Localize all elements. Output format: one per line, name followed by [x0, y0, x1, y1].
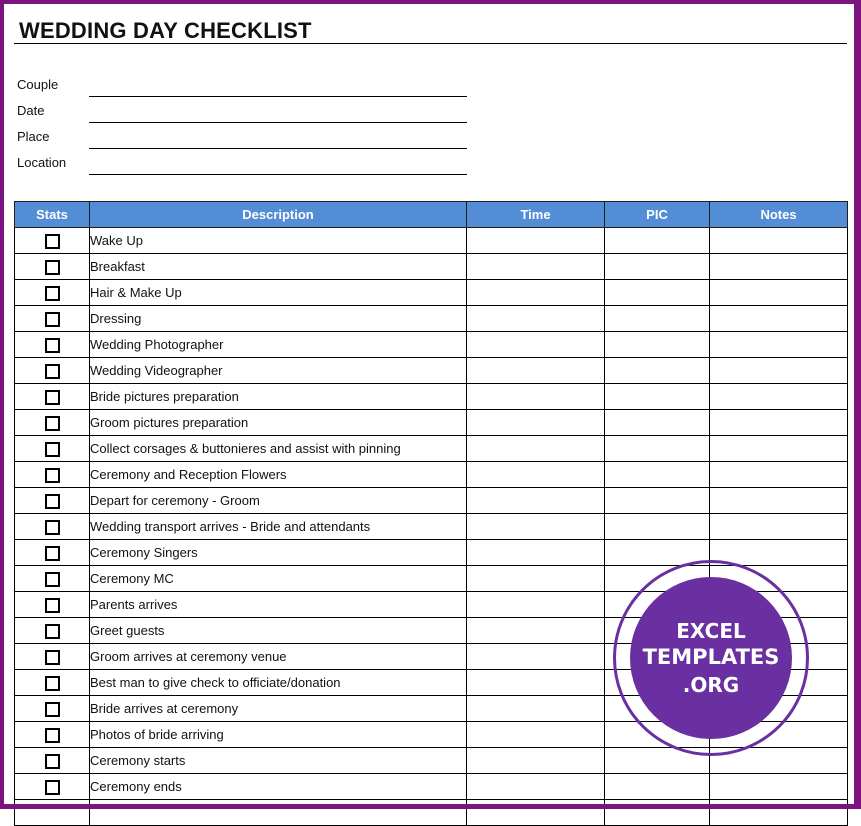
stats-cell	[15, 540, 90, 566]
notes-cell[interactable]	[710, 488, 848, 514]
stats-cell	[15, 618, 90, 644]
notes-cell[interactable]	[710, 228, 848, 254]
description-cell[interactable]: Wake Up	[90, 228, 467, 254]
time-cell[interactable]	[467, 436, 605, 462]
time-cell[interactable]	[467, 748, 605, 774]
header-time: Time	[467, 202, 605, 228]
table-row	[15, 488, 848, 514]
stats-cell	[15, 800, 90, 826]
stats-cell	[15, 748, 90, 774]
stats-cell	[15, 722, 90, 748]
table-row	[15, 410, 848, 436]
pic-cell[interactable]	[605, 358, 710, 384]
time-cell[interactable]	[467, 462, 605, 488]
title-underline	[14, 43, 847, 44]
place-field[interactable]	[89, 148, 467, 149]
checkbox[interactable]	[45, 234, 60, 249]
table-row	[15, 306, 848, 332]
header-pic: PIC	[605, 202, 710, 228]
pic-cell[interactable]	[605, 410, 710, 436]
stats-cell	[15, 592, 90, 618]
pic-cell[interactable]	[605, 514, 710, 540]
notes-cell[interactable]	[710, 358, 848, 384]
watermark-text-line2: TEMPLATES	[642, 645, 780, 670]
description-cell[interactable]: Hair & Make Up	[90, 280, 467, 306]
description-cell[interactable]: Bride arrives at ceremony	[90, 696, 467, 722]
time-cell[interactable]	[467, 254, 605, 280]
time-cell[interactable]	[467, 540, 605, 566]
pic-cell[interactable]	[605, 384, 710, 410]
pic-cell[interactable]	[605, 280, 710, 306]
stats-cell	[15, 670, 90, 696]
description-cell[interactable]: Collect corsages & buttonieres and assist with pinning	[90, 436, 467, 462]
stats-cell	[15, 774, 90, 800]
description-cell[interactable]: Dressing	[90, 306, 467, 332]
stats-cell	[15, 384, 90, 410]
checkbox[interactable]	[45, 364, 60, 379]
description-cell[interactable]: Best man to give check to officiate/donation	[90, 670, 467, 696]
pic-cell[interactable]	[605, 254, 710, 280]
checkbox[interactable]	[45, 520, 60, 535]
location-field[interactable]	[89, 174, 467, 175]
notes-cell[interactable]	[710, 462, 848, 488]
description-cell[interactable]: Photos of bride arriving	[90, 722, 467, 748]
couple-label: Couple	[17, 77, 59, 92]
table-row	[15, 280, 848, 306]
checkbox[interactable]	[45, 780, 60, 795]
notes-cell[interactable]	[710, 800, 848, 826]
date-label: Date	[17, 103, 45, 118]
table-row	[15, 436, 848, 462]
stats-cell	[15, 254, 90, 280]
description-cell[interactable]: Ceremony Singers	[90, 540, 467, 566]
stats-cell	[15, 228, 90, 254]
watermark-logo-disc	[630, 577, 792, 739]
time-cell[interactable]	[467, 774, 605, 800]
place-label: Place	[17, 129, 50, 144]
time-cell[interactable]	[467, 800, 605, 826]
checkbox[interactable]	[45, 442, 60, 457]
checkbox[interactable]	[45, 312, 60, 327]
notes-cell[interactable]	[710, 436, 848, 462]
description-cell[interactable]: Wedding Photographer	[90, 332, 467, 358]
description-cell[interactable]: Ceremony ends	[90, 774, 467, 800]
table-row	[15, 514, 848, 540]
watermark-text-line1: EXCEL	[676, 619, 746, 644]
notes-cell[interactable]	[710, 254, 848, 280]
watermark-text-line3: .ORG	[682, 672, 740, 697]
pic-cell[interactable]	[605, 488, 710, 514]
stats-cell	[15, 410, 90, 436]
time-cell[interactable]	[467, 332, 605, 358]
checkbox[interactable]	[45, 494, 60, 509]
notes-cell[interactable]	[710, 306, 848, 332]
date-field[interactable]	[89, 122, 467, 123]
header-description: Description	[90, 202, 467, 228]
table-row	[15, 228, 848, 254]
time-cell[interactable]	[467, 644, 605, 670]
time-cell[interactable]	[467, 514, 605, 540]
pic-cell[interactable]	[605, 462, 710, 488]
pic-cell[interactable]	[605, 436, 710, 462]
checkbox[interactable]	[45, 546, 60, 561]
time-cell[interactable]	[467, 228, 605, 254]
time-cell[interactable]	[467, 670, 605, 696]
description-cell[interactable]: Groom arrives at ceremony venue	[90, 644, 467, 670]
time-cell[interactable]	[467, 358, 605, 384]
stats-cell	[15, 280, 90, 306]
stats-cell	[15, 306, 90, 332]
stats-cell	[15, 436, 90, 462]
description-cell[interactable]: Ceremony MC	[90, 566, 467, 592]
description-cell[interactable]: Breakfast	[90, 254, 467, 280]
notes-cell[interactable]	[710, 332, 848, 358]
checkbox[interactable]	[45, 702, 60, 717]
time-cell[interactable]	[467, 722, 605, 748]
time-cell[interactable]	[467, 410, 605, 436]
stats-cell	[15, 644, 90, 670]
table-row	[15, 254, 848, 280]
table-row	[15, 384, 848, 410]
time-cell[interactable]	[467, 306, 605, 332]
time-cell[interactable]	[467, 592, 605, 618]
description-cell[interactable]: Ceremony starts	[90, 748, 467, 774]
table-row	[15, 774, 848, 800]
stats-cell	[15, 332, 90, 358]
checkbox[interactable]	[45, 728, 60, 743]
stats-cell	[15, 696, 90, 722]
stats-cell	[15, 566, 90, 592]
time-cell[interactable]	[467, 618, 605, 644]
table-header-row	[15, 202, 848, 228]
description-cell[interactable]: Parents arrives	[90, 592, 467, 618]
time-cell[interactable]	[467, 384, 605, 410]
description-cell[interactable]: Greet guests	[90, 618, 467, 644]
page-title: WEDDING DAY CHECKLIST	[19, 18, 312, 43]
table-row	[15, 462, 848, 488]
time-cell[interactable]	[467, 696, 605, 722]
checkbox[interactable]	[45, 676, 60, 691]
pic-cell[interactable]	[605, 332, 710, 358]
description-cell[interactable]: Ceremony and Reception Flowers	[90, 462, 467, 488]
notes-cell[interactable]	[710, 410, 848, 436]
checkbox[interactable]	[45, 754, 60, 769]
time-cell[interactable]	[467, 280, 605, 306]
checkbox[interactable]	[45, 468, 60, 483]
table-row	[15, 358, 848, 384]
header-notes: Notes	[710, 202, 848, 228]
table-row	[15, 332, 848, 358]
pic-cell[interactable]	[605, 800, 710, 826]
pic-cell[interactable]	[605, 228, 710, 254]
location-label: Location	[17, 155, 67, 170]
stats-cell	[15, 358, 90, 384]
checkbox[interactable]	[45, 572, 60, 587]
checkbox[interactable]	[45, 624, 60, 639]
watermark-logo	[613, 560, 809, 756]
stats-cell	[15, 514, 90, 540]
time-cell[interactable]	[467, 488, 605, 514]
time-cell[interactable]	[467, 566, 605, 592]
checkbox[interactable]	[45, 286, 60, 301]
checkbox[interactable]	[45, 650, 60, 665]
notes-cell[interactable]	[710, 514, 848, 540]
description-cell[interactable]: Groom pictures preparation	[90, 410, 467, 436]
description-cell[interactable]	[90, 800, 467, 826]
description-cell[interactable]: Bride pictures preparation	[90, 384, 467, 410]
notes-cell[interactable]	[710, 384, 848, 410]
header-stats: Stats	[15, 202, 90, 228]
pic-cell[interactable]	[605, 774, 710, 800]
stats-cell	[15, 488, 90, 514]
checkbox[interactable]	[45, 338, 60, 353]
checkbox[interactable]	[45, 260, 60, 275]
notes-cell[interactable]	[710, 280, 848, 306]
stats-cell	[15, 462, 90, 488]
pic-cell[interactable]	[605, 306, 710, 332]
checkbox[interactable]	[45, 390, 60, 405]
description-cell[interactable]: Depart for ceremony - Groom	[90, 488, 467, 514]
notes-cell[interactable]	[710, 774, 848, 800]
description-cell[interactable]: Wedding Videographer	[90, 358, 467, 384]
checkbox[interactable]	[45, 598, 60, 613]
checkbox[interactable]	[45, 416, 60, 431]
table-row	[15, 800, 848, 826]
couple-field[interactable]	[89, 96, 467, 97]
description-cell[interactable]: Wedding transport arrives - Bride and attendants	[90, 514, 467, 540]
